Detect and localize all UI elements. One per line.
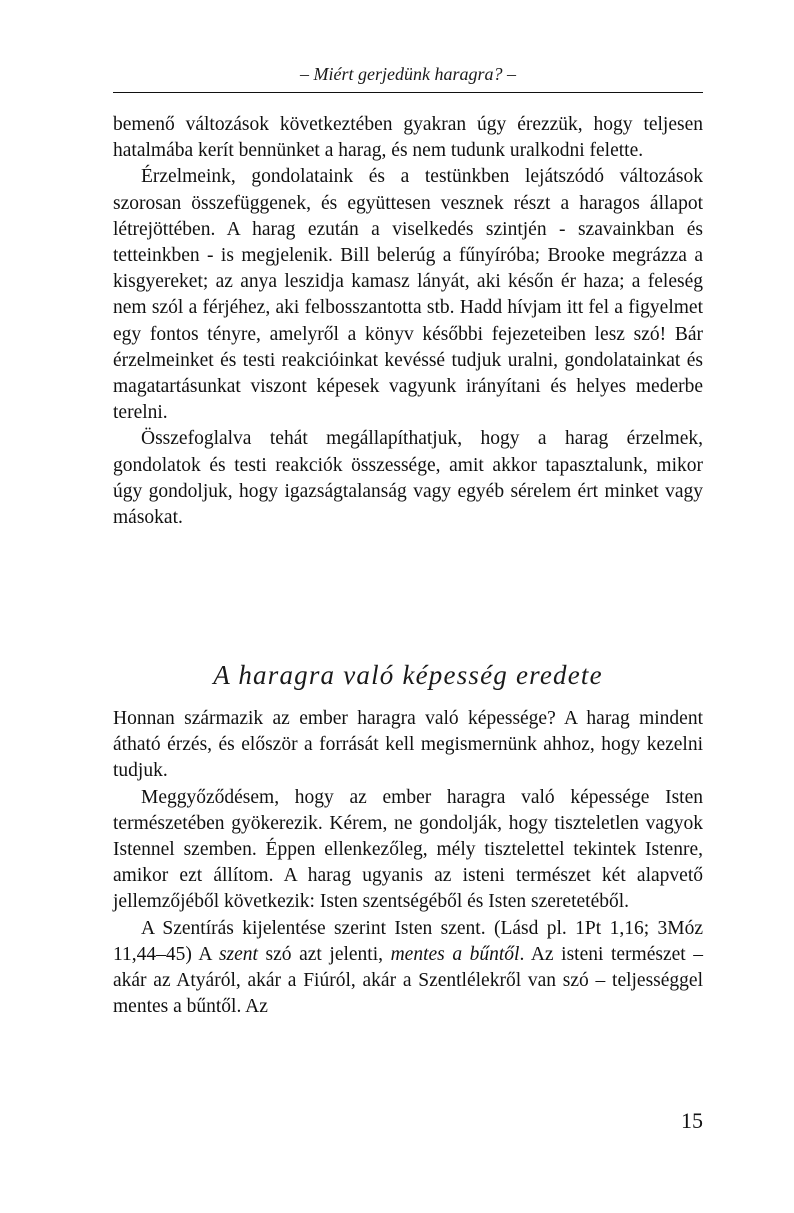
paragraph-text: . Az isteni természet – akár az Atyáról, akár a Fiúról, akár a Szentlélekről van szó – teljességgel mentes a bűntől. Az (113, 943, 704, 1018)
paragraph-text: A Szentírás kijelentése szerint Isten szent. (Lásd pl. 1Pt 1,16; 3Móz 11,44–45) A (113, 917, 703, 965)
paragraph: Meggyőződésem, hogy az ember haragra való képessége Isten természetében gyökerezik. Kérem, ne gondolják, hogy tiszteletlen vagyok Istennel szemben. Éppen ellenkezőleg, mély tisztelettel tekintek Istenre, amikor ezt állítom. A harag ugyanis az isteni természet két alapvető jellemzőjéből következik: Isten szentségéből és Isten szeretetéből. (113, 786, 703, 913)
running-header-title: – Miért gerjedünk haragra? – (300, 64, 516, 84)
header-rule (113, 92, 703, 93)
paragraph-first: Honnan származik az ember haragra való képessége? A harag mindent átható érzés, és először a forrását kell megismernünk ahhoz, hogy kezelni tudjuk. (113, 708, 703, 782)
body-text-section-2 (113, 706, 703, 1020)
body-text-section-1 (113, 112, 703, 531)
emphasis-szent: szent (218, 943, 258, 965)
section-heading: A haragra való képesség eredete (213, 660, 603, 690)
paragraph-text: szó azt jelenti, (257, 943, 391, 965)
paragraph: Érzelmeink, gondolataink és a testünkben lejátszódó változások szorosan összefüggenek, és együttesen vesznek részt a haragos állapot létrejöttében. A harag ezután a viselkedés szintjén - szavainkban és tetteinkben - is megjelenik. Bill belerúg a fűnyíróba; Brooke megrázza a kisgyereket; az anya leszidja kamasz lányát, aki későn ér haza; a feleség nem szól a férjéhez, aki felbosszantotta stb. Hadd hívjam itt fel a figyelmet egy fontos tényre, amelyről a könyv későbbi fejezeteiben lesz szó! Bár érzelmeinket és testi reakcióinkat kevéssé tudjuk uralni, gondolatainkat és magatartásunkat viszont képesek vagyunk irányítani és helyes mederbe terelni. (113, 166, 703, 424)
emphasis-definition: mentes a bűntől (390, 943, 520, 965)
page-number: 15 (681, 1108, 703, 1133)
paragraph-scripture (113, 916, 703, 1021)
paragraph-continuation: bemenő változások következtében gyakran úgy érezzük, hogy teljesen hatalmába kerít bennünket a harag, és nem tudunk uralkodni felette. (113, 114, 703, 162)
paragraph: Összefoglalva tehát megállapíthatjuk, hogy a harag érzelmek, gondolatok és testi reakciók összessége, amit akkor tapasztalunk, mikor úgy gondoljuk, hogy igazságtalanság vagy egyéb sérelem ért minket vagy másokat. (113, 428, 703, 529)
